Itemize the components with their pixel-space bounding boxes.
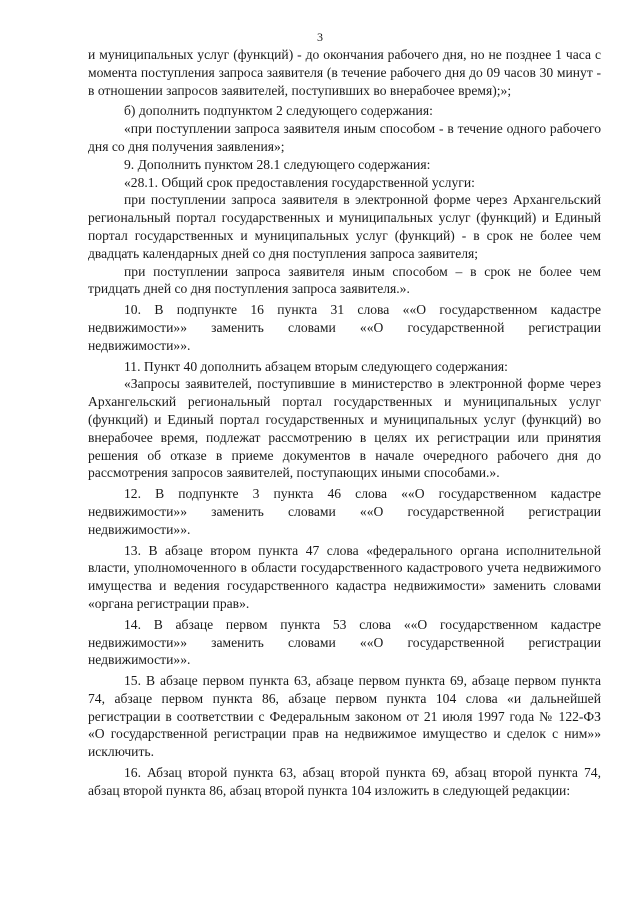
paragraph-item-9: 9. Дополнить пунктом 28.1 следующего содержания: (124, 156, 431, 172)
paragraph-item-12: 12. В подпункте 3 пункта 46 слова ««О государственном кадастре недвижимости»» заменить словами ««О государственной регистрации недвижимости»». (88, 486, 601, 537)
paragraph-item-10: 10. В подпункте 16 пункта 31 слова ««О государственном кадастре недвижимости»» заменить словами ««О государственной регистрации недвижимости»». (88, 302, 601, 353)
paragraph-item-14: 14. В абзаце первом пункта 53 слова ««О государственном кадастре недвижимости»» заменить словами ««О государственной регистрации недвижимости»». (88, 616, 601, 668)
document-body (88, 46, 601, 800)
paragraph-subitem-b: б) дополнить подпунктом 2 следующего содержания: (124, 103, 433, 119)
paragraph-electronic-request: при поступлении запроса заявителя в электронной форме через Архангельский региональный портал государственных и муниципальных услуг (функций) и Единый портал государственных и муниципальных услуг (функций) - в срок не более чем двадцать календарных дней со дня поступления запроса заявителя; (88, 192, 601, 261)
page-number: 3 (317, 30, 323, 44)
paragraph-continuation: и муниципальных услуг (функций) - до окончания рабочего дня, но не позднее 1 часа с момента поступления запроса заявителя (в течение рабочего дня до 09 часов 30 минут - в отношении запросов заявителей, поступивших во внерабочее время);»; (88, 47, 601, 98)
paragraph-quote-subitem-2: «при поступлении запроса заявителя иным способом - в течение одного рабочего дня со дня получения заявления»; (88, 121, 601, 154)
paragraph-item-16: 16. Абзац второй пункта 63, абзац второй пункта 69, абзац второй пункта 74, абзац второй пункта 86, абзац второй пункта 104 изложить в следующей редакции: (88, 765, 601, 798)
paragraph-other-request: при поступлении запроса заявителя иным способом – в срок не более чем тридцать дней со дня поступления запроса заявителя.». (88, 263, 601, 297)
paragraph-item-11: 11. Пункт 40 дополнить абзацем вторым следующего содержания: (124, 358, 508, 374)
paragraph-item-15: 15. В абзаце первом пункта 63, абзаце первом пункта 69, абзаце первом пункта 74, абзаце первом пункта 86, абзаце первом пункта 104 слова «и дальнейшей регистрации в соответствии с Федеральным законом от 21 июля 1997 года № 122-ФЗ «О государственной регистрации прав на недвижимое имущество и сделок с ним»» исключить. (88, 673, 601, 760)
paragraph-item-13: 13. В абзаце втором пункта 47 слова «федерального органа исполнительной власти, уполномоченного в области государственного кадастрового учета недвижимого имущества и ведения государственного кадастра недвижимости» заменить словами «органа регистрации прав». (88, 542, 601, 611)
paragraph-quote-item-11: «Запросы заявителей, поступившие в министерство в электронной форме через Архангельский региональный портал государственных и муниципальных услуг (функций) и Единый портал государственных и муниципальных услуг (функций) во внерабочее время, подлежат рассмотрению в целях их регистрации или принятия решения об отказе в приеме документов в начале очередного рабочего дня до рассмотрения запросов заявителей, поступающих иными способами.». (88, 376, 601, 481)
paragraph-quote-28-1: «28.1. Общий срок предоставления государственной услуги: (124, 174, 475, 190)
